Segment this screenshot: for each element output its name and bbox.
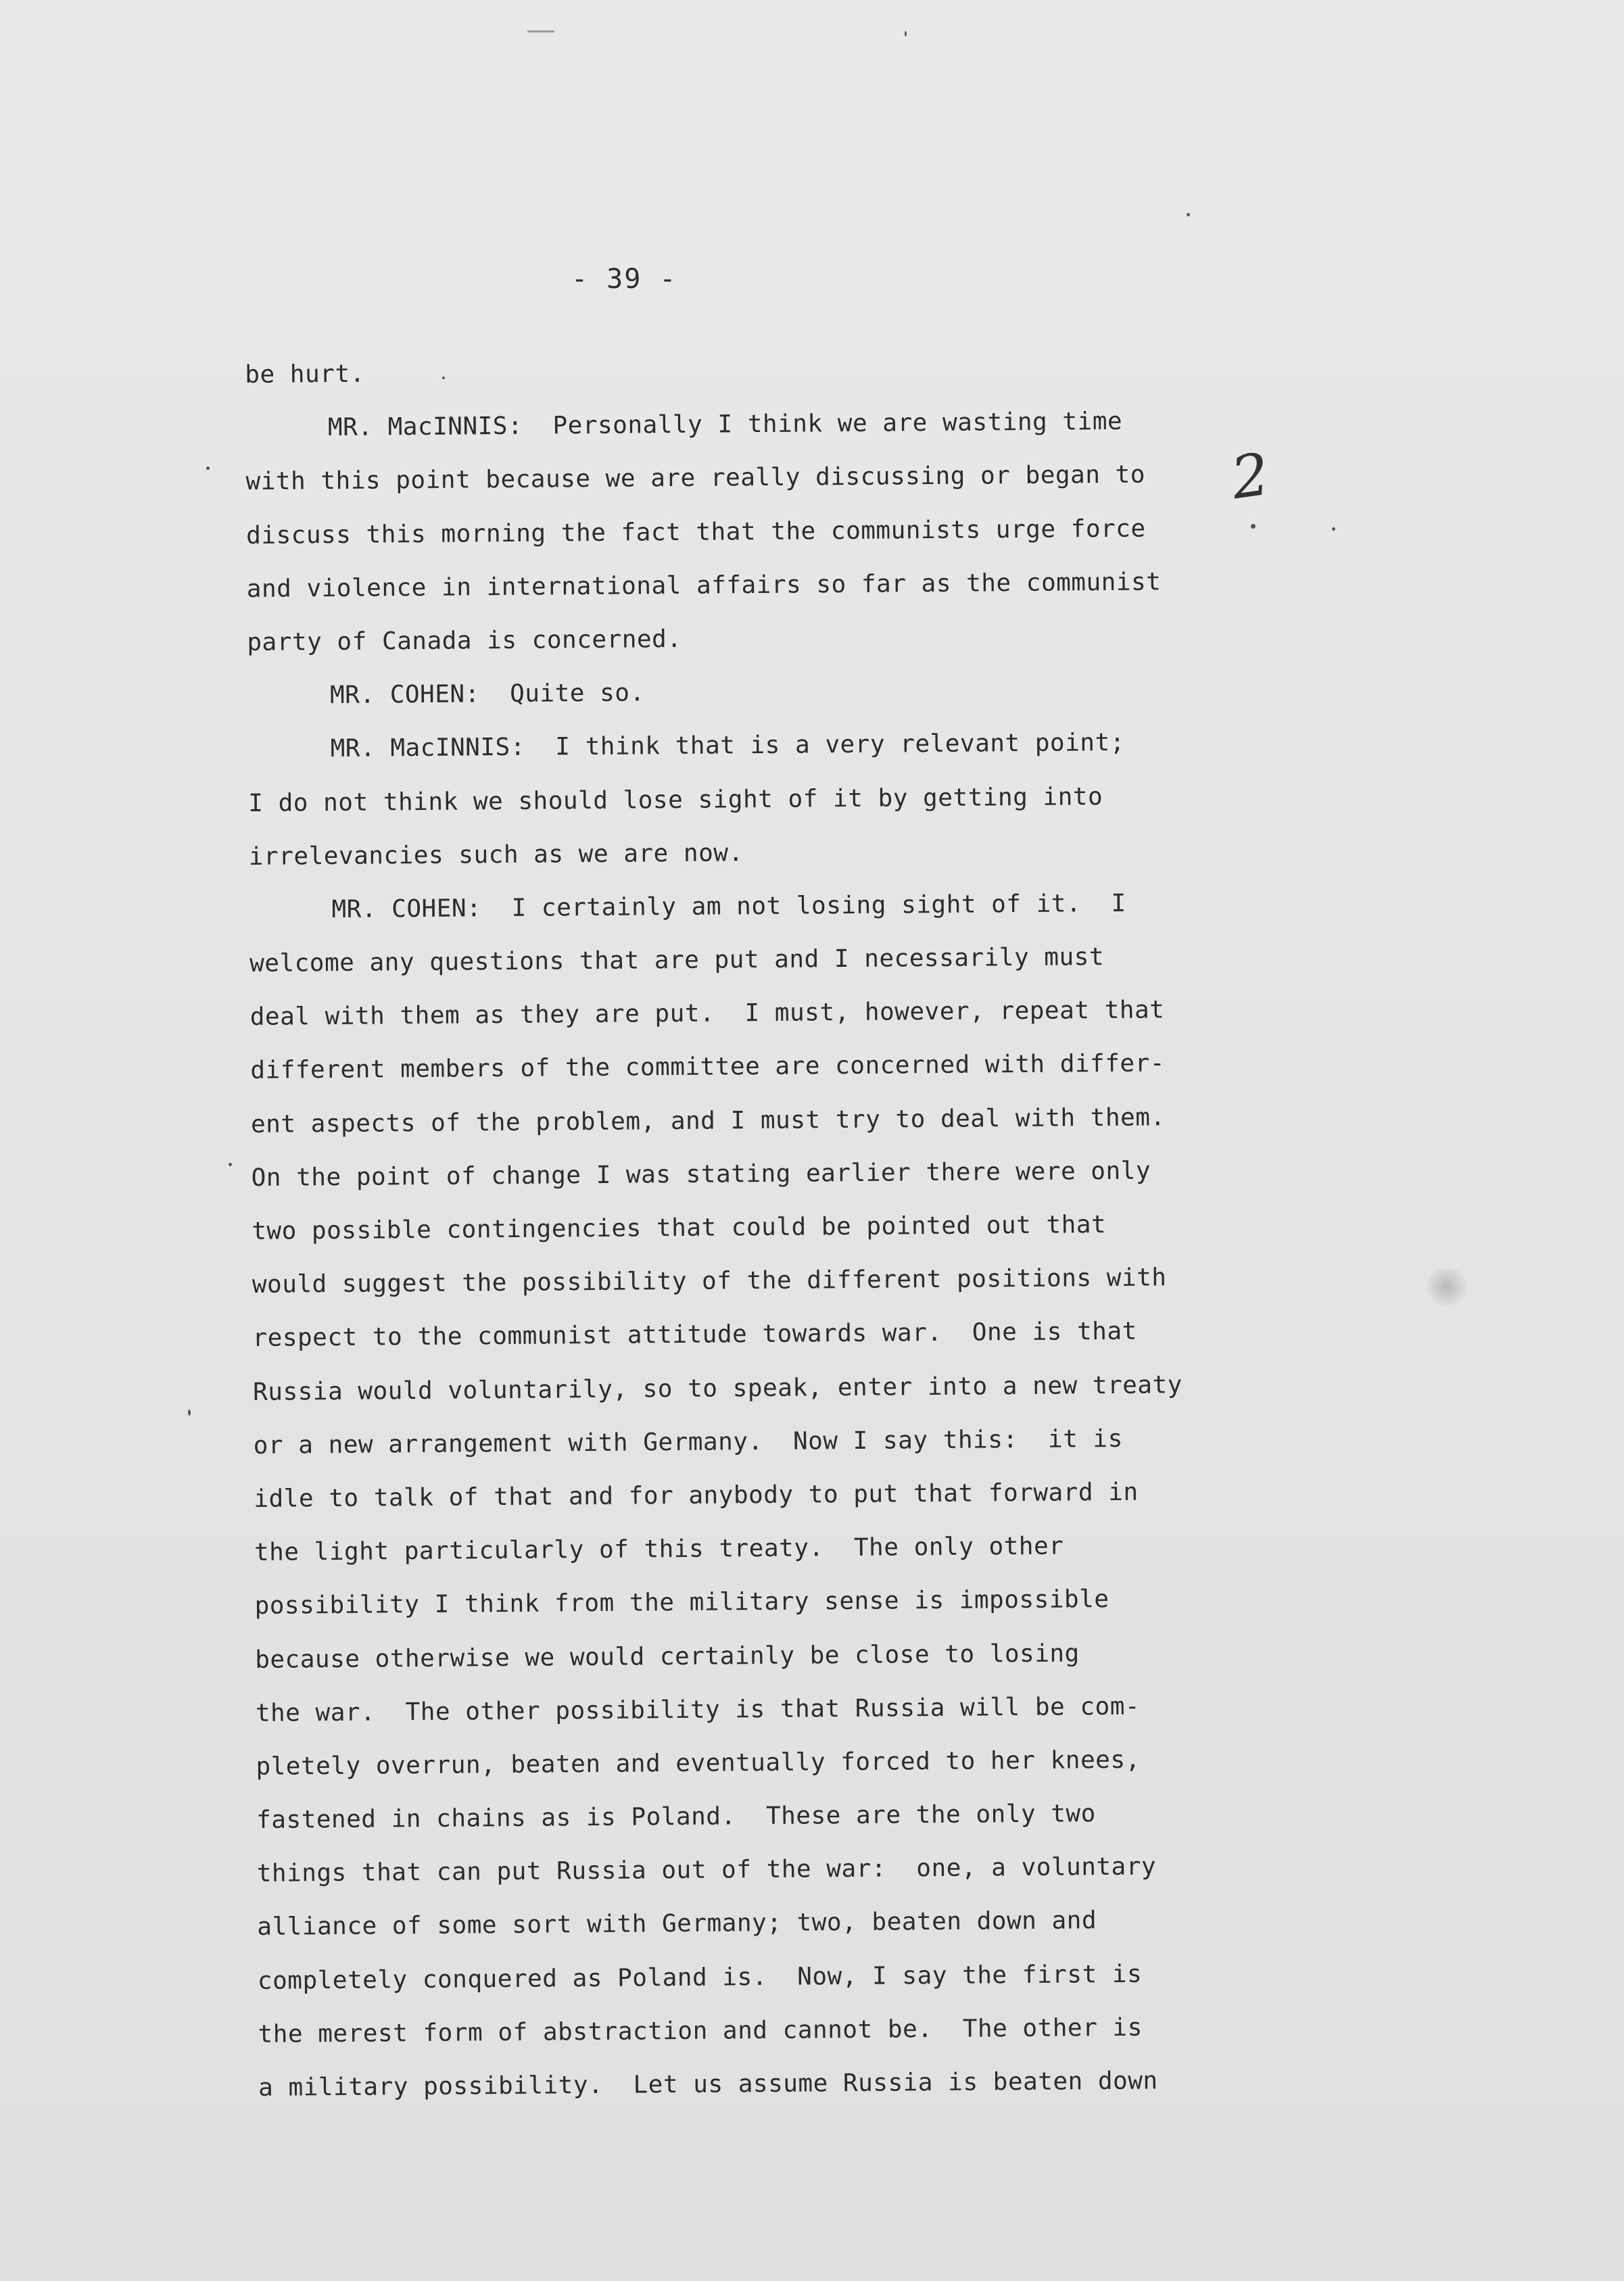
text-line: deal with them as they are put. I must, however, repeat that <box>249 996 1165 1032</box>
text-line: MR. COHEN: I certainly am not losing sight of it. I <box>331 889 1126 923</box>
text-line: the war. The other possibility is that Russia will be com- <box>255 1692 1141 1727</box>
text-line: discuss this morning the fact that the communists urge force <box>246 514 1146 550</box>
scan-speck <box>1332 527 1335 531</box>
scan-speck <box>1187 213 1190 216</box>
scan-speck <box>442 377 445 379</box>
text-line: party of Canada is concerned. <box>247 625 682 656</box>
text-line: would suggest the possibility of the different positions with <box>252 1264 1167 1299</box>
page-number: - 39 - <box>571 264 677 295</box>
text-line: a military possibility. Let us assume Russia is beaten down <box>258 2067 1158 2102</box>
text-line: MR. COHEN: Quite so. <box>329 679 645 710</box>
text-line: alliance of some sort with Germany; two, beaten down and <box>257 1906 1097 1942</box>
text-line: things that can put Russia out of the war: one, a voluntary <box>256 1852 1157 1888</box>
text-line: I do not think we should lose sight of it by getting into <box>248 782 1103 817</box>
text-line: the merest form of abstraction and cannot be. The other is <box>258 2013 1143 2048</box>
scan-speck <box>206 466 210 470</box>
text-line: MR. MacINNIS: I think that is a very relevant point; <box>330 729 1126 763</box>
text-line: respect to the communist attitude towards war. One is that <box>252 1318 1137 1353</box>
text-line: On the point of change I was stating earlier there were only <box>251 1157 1151 1192</box>
text-line: pletely overrun, beaten and eventually forced to her knees, <box>256 1746 1141 1781</box>
text-line: different members of the committee are concerned with differ- <box>250 1049 1166 1085</box>
scan-speck <box>229 1163 232 1166</box>
scan-speck <box>527 30 554 32</box>
text-line: and violence in international affairs so far as the communist <box>246 568 1162 603</box>
text-line: possibility I think from the military sense is impossible <box>254 1585 1109 1620</box>
text-line: be hurt. <box>245 360 365 389</box>
text-line: irrelevancies such as we are now. <box>248 838 744 871</box>
handwritten-margin-note: 2 <box>1227 440 1274 513</box>
text-line: MR. MacINNIS: Personally I think we are wasting time <box>327 407 1123 442</box>
text-line: ent aspects of the problem, and I must try to deal with them. <box>250 1103 1166 1138</box>
text-line: two possible contingencies that could be pointed out that <box>252 1211 1107 1245</box>
text-line: the light particularly of this treaty. The only other <box>254 1532 1064 1567</box>
text-line: fastened in chains as is Poland. These are the only two <box>256 1800 1096 1834</box>
scan-speck <box>1251 524 1256 529</box>
transcript-body <box>245 340 1279 2115</box>
text-line: or a new arrangement with Germany. Now I say this: it is <box>253 1424 1123 1460</box>
text-line: Russia would voluntarily, so to speak, enter into a new treaty <box>252 1370 1183 1406</box>
text-line: idle to talk of that and for anybody to put that forward in <box>254 1478 1139 1513</box>
text-line: because otherwise we would certainly be close to losing <box>255 1639 1080 1674</box>
text-line: welcome any questions that are put and I necessarily must <box>249 943 1105 978</box>
scan-speck <box>905 31 907 37</box>
scan-smudge <box>1423 1268 1471 1305</box>
scan-speck <box>188 1410 191 1416</box>
text-line: completely conquered as Poland is. Now, I say the first is <box>257 1960 1143 1995</box>
text-line: with this point because we are really discussing or began to <box>245 460 1146 496</box>
